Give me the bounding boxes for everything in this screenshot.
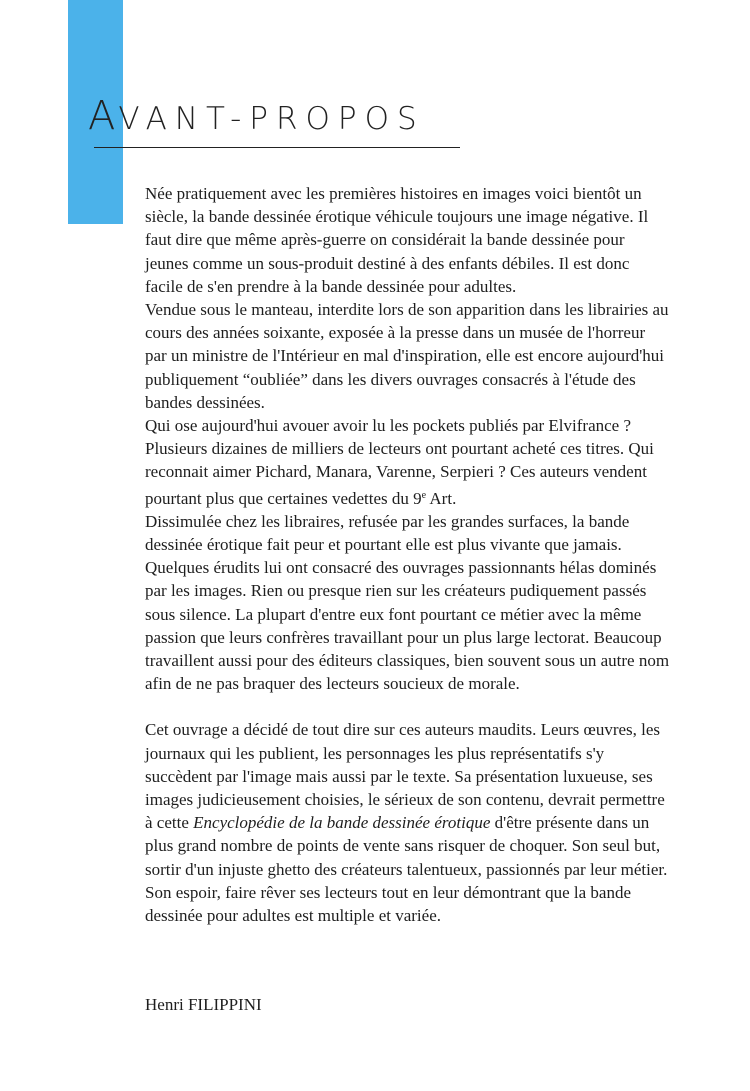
paragraph-1-part-4: Dissimulée chez les libraires, refusée par les grandes surfaces, la bande dessinée érotique fait peur et pourtant elle est plus vivante que jamais. Quelques érudits lui ont consacré des ouvrages passionnants hélas dominés par les images. Rien ou presque rien sur les créateurs pudiquement passés sous silence. La plupart d'entre eux font pourtant ce métier avec la même passion que leurs confrères travaillant pour un plus large lectorat. Beaucoup travaillent aussi pour des éditeurs classiques, bien souvent sous un autre nom afin de ne pas braquer des lecteurs soucieux de morale. — [145, 511, 670, 694]
paragraph-1-part-2: Vendue sous le manteau, interdite lors de son apparition dans les librairies au cours des années soixante, exposée à la presse dans un musée de l'horreur par un ministre de l'Intérieur en mal d'inspiration, elle est encore aujourd'hui publiquement “oubliée” dans les divers ouvrages consacrés à l'étude des bandes dessinées. — [145, 300, 669, 412]
page-title — [88, 93, 460, 152]
author-signature: Henri FILIPPINI — [145, 995, 262, 1014]
paragraph-2-after: d'être présente dans un plus grand nombre de points de vente sans risquer de choquer. Son seul but, sortir d'un injuste ghetto des créateurs talentueux, passionnés par leur métier. Son espoir, faire rêver ses lecteurs tout en leur démontrant que la bande dessinée pour adultes est multiple et variée. — [145, 813, 668, 926]
paragraph-2 — [145, 718, 670, 927]
title-initial: A — [88, 93, 119, 139]
foreword-body — [145, 182, 670, 927]
paragraph-1-part-1: Née pratiquement avec les premières histoires en images voici bientôt un siècle, la bande dessinée érotique véhicule toujours une image négative. Il faut dire que même après-guerre on considérait la bande dessinée pour jeunes comme un sous-produit destiné à des enfants débiles. Il est donc facile de s'en prendre à la bande dessinée pour adultes. — [145, 184, 649, 296]
paragraph-1-part-3-text: Qui ose aujourd'hui avouer avoir lu les pockets publiés par Elvifrance ? Plusieurs dizaines de milliers de lecteurs ont pourtant acheté ces titres. Qui reconnait aimer Pichard, Manara, Varenne, Serpieri ? Ces auteurs vendent pourtant plus que certaines vedettes du 9 — [145, 416, 654, 508]
book-title-italic: Encyclopédie de la bande dessinée érotique — [193, 813, 491, 833]
title-rest: VANT-PROPOS — [118, 101, 425, 137]
paragraph-gap — [145, 695, 670, 718]
title-text — [88, 93, 425, 139]
paragraph-2-before: Cet ouvrage a décidé de tout dire sur ces auteurs maudits. Leurs œuvres, les journaux qui les publient, les personnages les plus représentatifs s'y succèdent par l'image mais aussi par le texte. Sa présentation luxueuse, ses images judicieusement choisies, le sérieux de son contenu, devrait permettre à cette — [145, 720, 665, 833]
ordinal-superscript: e — [421, 489, 427, 501]
paragraph-1-part-3 — [145, 414, 670, 510]
title-underline — [94, 147, 460, 148]
paragraph-1-part-3-end: Art. — [426, 488, 457, 508]
